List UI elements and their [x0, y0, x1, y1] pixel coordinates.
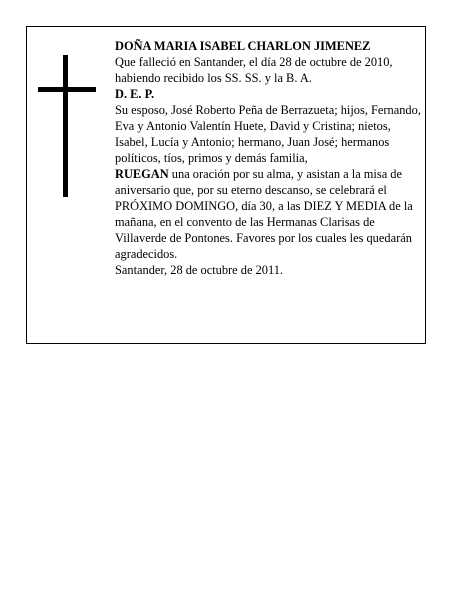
cross-vertical-bar: [63, 55, 68, 197]
dep-line: D. E. P.: [115, 87, 155, 101]
cross-horizontal-bar: [38, 87, 96, 92]
death-statement: Que falleció en Santander, el día 28 de octubre de 2010, habiendo recibido los SS. SS. y la B. A.: [115, 55, 393, 85]
cross-icon: [37, 55, 97, 197]
family-list: Su esposo, José Roberto Peña de Berrazueta; hijos, Fernando, Eva y Antonio Valentín Huete, David y Cristina; nietos, Isabel, Lucía y Antonio; hermano, Juan José; hermanos políticos, tíos, primos y demás familia,: [115, 103, 421, 165]
closing-line: Santander, 28 de octubre de 2011.: [115, 263, 283, 277]
mass-request-text: una oración por su alma, y asistan a la misa de aniversario que, por su eterno descanso, se celebrará el PRÓXIMO DOMINGO, día 30, a las DIEZ Y MEDIA de la mañana, en el convento de las Hermanas Clarisas de Villaverde de Pontones. Favores por los cuales les quedarán agradecidos.: [115, 167, 413, 261]
notice-text: [115, 38, 423, 278]
ruegan-word: RUEGAN: [115, 167, 169, 181]
deceased-name: DOÑA MARIA ISABEL CHARLON JIMENEZ: [115, 39, 371, 53]
obituary-notice: [26, 26, 426, 344]
mass-request: [115, 166, 423, 262]
